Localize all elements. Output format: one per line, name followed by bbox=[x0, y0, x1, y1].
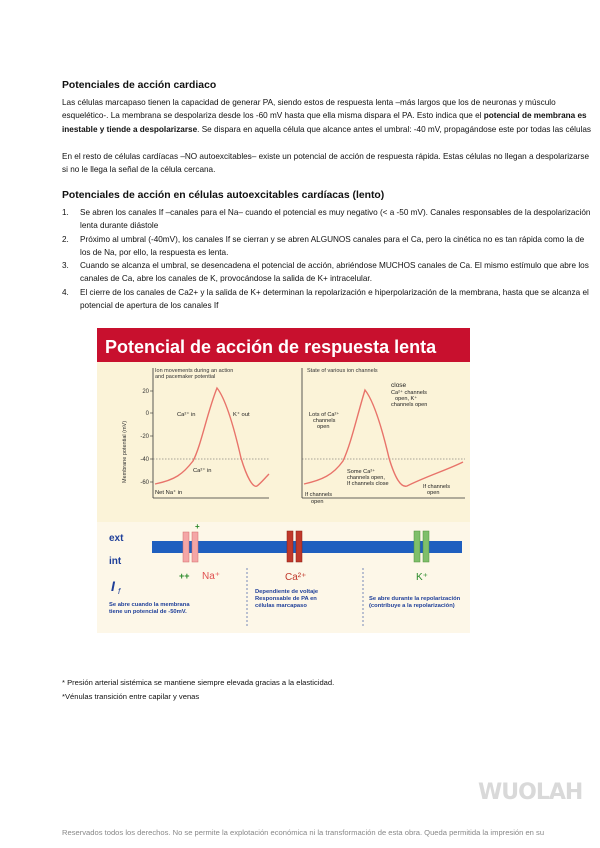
list-item bbox=[62, 233, 596, 260]
y-tick: -40 bbox=[140, 457, 149, 463]
y-tick: -60 bbox=[140, 480, 149, 486]
y-tick: -20 bbox=[140, 434, 149, 440]
list-number: 3. bbox=[62, 261, 69, 271]
list-number: 4. bbox=[62, 287, 69, 297]
k-caption: (contribuye a la repolarización) bbox=[369, 603, 455, 609]
if-caption: tiene un potencial de -50mV. bbox=[109, 609, 187, 615]
net-na-in-label: Net Na⁺ in bbox=[155, 490, 183, 496]
ca-caption: células marcapaso bbox=[255, 603, 307, 609]
footnote: *Vénulas transición entre capilar y venas bbox=[62, 692, 200, 701]
list-item-text: El cierre de los canales de Ca2+ y la salida de K+ determinan la repolarización e hiperpolarización de la membrana, hasta que se alcanza el potencial de apertura de los canales If bbox=[80, 287, 589, 311]
paragraph-pacemaker bbox=[62, 96, 596, 136]
lots-ca-label: Lots of Ca²⁺ bbox=[309, 412, 340, 418]
ca-channel bbox=[296, 531, 302, 562]
ca-k-open-label: Ca²⁺ channels bbox=[391, 390, 427, 396]
footnotes bbox=[62, 676, 334, 704]
if-open-label: open bbox=[427, 490, 440, 496]
ca-in-label: Ca²⁺ in bbox=[177, 412, 196, 418]
k-out-label: K⁺ out bbox=[233, 412, 250, 418]
y-tick: 20 bbox=[142, 389, 149, 395]
paragraph-text: Las células marcapaso tienen la capacidad de generar PA, siendo estos de respuesta lenta –más largos que los de neuronas y músculo esquelético-. La membrana se despolariza desde los -60 mV hasta que ella misma dispara el PA. Esto indica que el bbox=[62, 98, 556, 121]
ca-channel bbox=[287, 531, 293, 562]
section-title-slow-ap: Potenciales de acción en células autoexcitables cardíacas (lento) bbox=[62, 190, 385, 201]
numbered-list bbox=[62, 206, 596, 312]
slow-action-potential-figure bbox=[97, 328, 470, 633]
na-label: Na⁺ bbox=[202, 571, 221, 582]
list-item bbox=[62, 286, 596, 313]
list-item-text: Se abren los canales If –canales para el Na– cuando el potencial es muy negativo (< a -50 mV). Canales responsables de la despolarización lenta durante diástole bbox=[80, 208, 591, 231]
some-ca-label: If channels close bbox=[347, 481, 389, 487]
if-subscript: f bbox=[118, 587, 121, 596]
right-panel-title: State of various ion channels bbox=[307, 368, 378, 374]
ca-label: Ca²⁺ bbox=[285, 572, 307, 583]
plus-sign: + bbox=[195, 522, 200, 531]
footnote: * Presión arterial sistémica se mantiene siempre elevada gracias a la elasticidad. bbox=[62, 678, 335, 687]
ca-k-open-label: open, K⁺ bbox=[395, 396, 418, 402]
if-open-label: open bbox=[311, 499, 324, 505]
ca-k-open-label: channels open bbox=[391, 402, 428, 408]
list-item bbox=[62, 259, 596, 286]
if-channel bbox=[183, 532, 189, 562]
k-label: K⁺ bbox=[416, 572, 428, 583]
some-ca-label: channels open, bbox=[347, 475, 385, 481]
section-title-cardiac-ap: Potenciales de acción cardiaco bbox=[62, 80, 217, 91]
y-axis-label: Membrane potential (mV) bbox=[122, 420, 128, 483]
if-open-label: If channels bbox=[305, 492, 333, 498]
paragraph-non-autoexcitable: En el resto de células cardíacas –NO autoexcitables– existe un potencial de acción de respuesta rápida. Estas células no llegan a despolarizarse si no le llega la señal de la célula cercana. bbox=[62, 152, 590, 175]
y-tick: 0 bbox=[145, 411, 149, 417]
wuolah-watermark: WUOLAH bbox=[478, 780, 583, 805]
banner-title: Potencial de acción de respuesta lenta bbox=[105, 337, 437, 357]
k-channel bbox=[414, 531, 420, 562]
lots-ca-label: channels bbox=[313, 418, 336, 424]
ext-label: ext bbox=[109, 533, 124, 544]
plus-signs: ++ bbox=[179, 571, 190, 581]
list-number: 2. bbox=[62, 234, 69, 244]
ca-caption: Responsable de PA en bbox=[255, 596, 317, 602]
list-item-text: Próximo al umbral (-40mV), los canales If se cierran y se abren ALGUNOS canales para el Ca, pero la cinética no es tan rápida como la de los de Na, por ello, la respuesta es lenta. bbox=[80, 234, 585, 257]
paragraph-bold-text: potencial de membrana es inestable y tiende a despolarizarse bbox=[62, 111, 587, 134]
list-item bbox=[62, 206, 596, 233]
some-ca-label: Some Ca²⁺ bbox=[347, 469, 376, 475]
k-channel bbox=[423, 531, 429, 562]
left-panel-title: and pacemaker potential bbox=[155, 374, 216, 380]
footer-rights: Reservados todos los derechos. No se permite la explotación económica ni la transformación de esta obra. Queda permitida la impresión en su bbox=[62, 828, 545, 837]
left-panel-title: Ion movements during an action bbox=[155, 368, 234, 374]
paragraph-text: . Se dispara en aquella célula que alcance antes el umbral: -40 mV, propagándose este por todas las células bbox=[197, 124, 592, 134]
k-caption: Se abre durante la repolarización bbox=[369, 596, 461, 602]
int-label: int bbox=[109, 556, 122, 567]
if-symbol: I bbox=[111, 578, 115, 594]
list-item-text: Cuando se alcanza el umbral, se desencadena el potencial de acción, abriéndose MUCHOS canales de Ca. El mismo estímulo que abre los canales de Ca, abre los canales de K, provocándose la salida de K+ intracelular. bbox=[80, 261, 589, 284]
if-open-label: If channels bbox=[423, 484, 451, 490]
lots-ca-label: open bbox=[317, 424, 330, 430]
ca-in-label: Ca²⁺ in bbox=[193, 468, 212, 474]
ca-caption: Dependiente de voltaje bbox=[255, 589, 319, 595]
if-channel bbox=[192, 532, 198, 562]
close-label: close bbox=[391, 382, 407, 389]
list-number: 1. bbox=[62, 208, 69, 217]
if-caption: Se abre cuando la membrana bbox=[109, 602, 190, 608]
